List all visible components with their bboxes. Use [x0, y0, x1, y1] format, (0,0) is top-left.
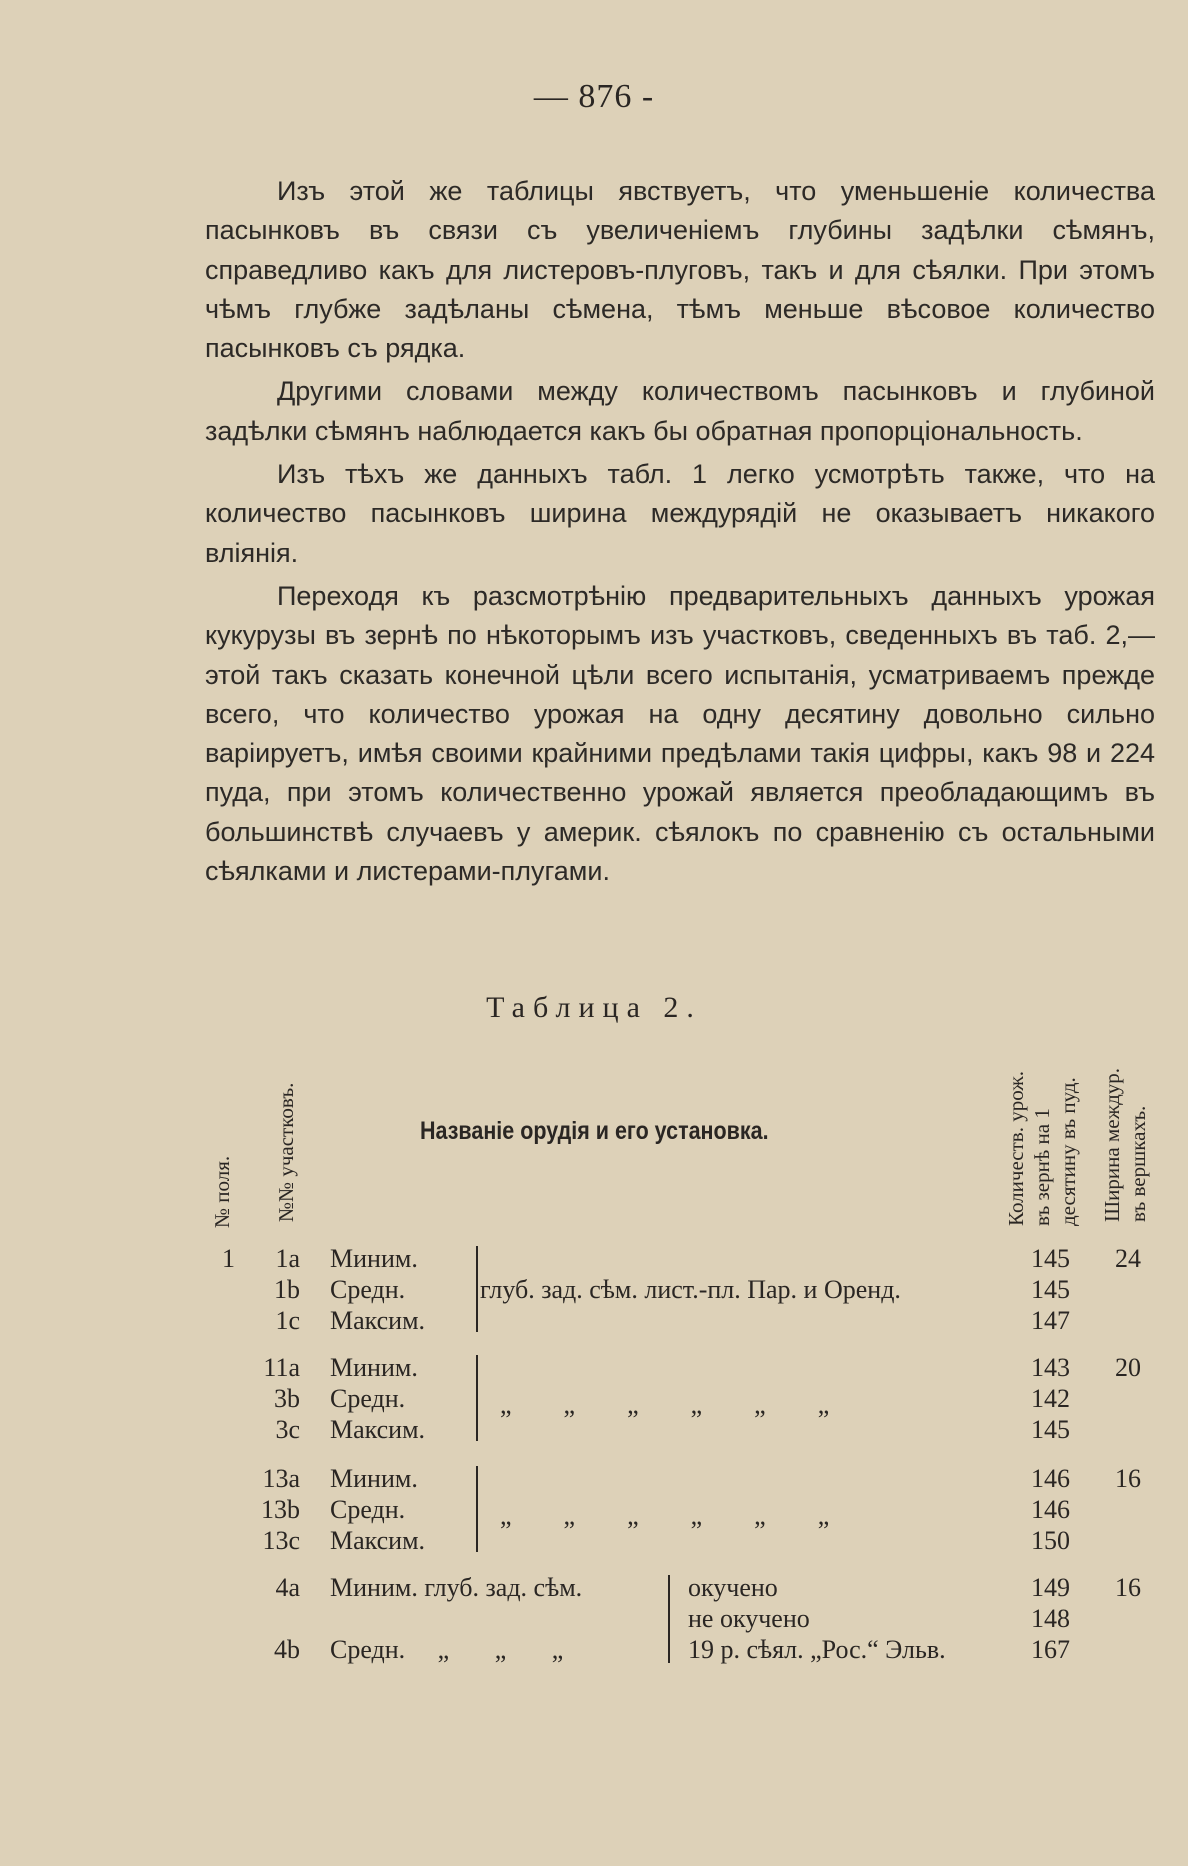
- yield: 146: [1031, 1495, 1070, 1524]
- ditto-marks: „ „ „ „ „ „: [500, 1501, 830, 1530]
- setting: Средн.: [330, 1384, 406, 1413]
- body-text: [205, 172, 1155, 895]
- table-row: [0, 1243, 1188, 1274]
- yield: 142: [1031, 1384, 1070, 1413]
- field-number: 1: [222, 1244, 235, 1273]
- header-yield-3: десятину въ пуд.: [1056, 1077, 1080, 1226]
- header-width-1: Ширина междур.: [1100, 1067, 1124, 1222]
- yield: 167: [1031, 1635, 1070, 1664]
- header-yield-2: въ зернѣ на 1: [1030, 1108, 1054, 1226]
- treatment: окучено: [688, 1573, 778, 1602]
- yield: 145: [1031, 1275, 1070, 1304]
- table-title: Таблица 2.: [486, 991, 702, 1024]
- treatment: не окучено: [688, 1604, 810, 1633]
- paragraph: Переходя къ разсмотрѣнію предварительныхъ данныхъ урожая кукурузы въ зернѣ по нѣкоторымъ изъ участковъ, сведенныхъ въ таб. 2,—этой такъ сказать конечной цѣли всего испытанія, усматриваемъ прежде всего, что количество урожая на одну десятину довольно сильно варіируетъ, имѣя своими крайними предѣлами такія цифры, какъ 98 и 224 пуда, при этомъ количественно урожай является преобладающимъ въ большинствѣ случаевъ у америк. сѣялокъ по сравненію съ остальными сѣялками и листерами-плугами.: [205, 580, 1155, 887]
- yield: 147: [1031, 1306, 1070, 1335]
- table-row: [0, 1634, 1188, 1665]
- group-bracket: [668, 1575, 670, 1663]
- table-row: [0, 1352, 1188, 1383]
- plot-number: 4а: [275, 1573, 300, 1602]
- treatment: 19 р. сѣял. „Рос.“ Эльв.: [688, 1635, 946, 1664]
- table-row: [0, 1525, 1188, 1556]
- yield: 145: [1031, 1415, 1070, 1444]
- table-row: [0, 1603, 1188, 1634]
- row-width: 24: [1115, 1244, 1141, 1273]
- table-row: [0, 1572, 1188, 1603]
- setting: Максим.: [330, 1306, 426, 1335]
- ditto-marks: „ „ „ „ „ „: [500, 1390, 830, 1419]
- plot-number: 1а: [275, 1244, 300, 1273]
- table-row: [0, 1274, 1188, 1305]
- plot-number: 13а: [262, 1464, 300, 1493]
- plot-number: 11а: [263, 1353, 300, 1382]
- row-width: 20: [1115, 1353, 1141, 1382]
- setting: Миним.: [330, 1464, 418, 1493]
- group-bracket: [476, 1246, 478, 1332]
- plot-number: 3с: [275, 1415, 300, 1444]
- yield: 145: [1031, 1244, 1070, 1273]
- table-row: [0, 1494, 1188, 1530]
- header-implement: Названіе орудія и его установка.: [420, 1117, 769, 1145]
- table-row: [0, 1305, 1188, 1336]
- implement-description: глуб. зад. сѣм. лист.-пл. Пар. и Оренд.: [480, 1275, 901, 1304]
- yield: 150: [1031, 1526, 1070, 1555]
- table-row: [0, 1463, 1188, 1494]
- setting: Максим.: [330, 1526, 426, 1555]
- paragraph: Изъ тѣхъ же данныхъ табл. 1 легко усмотрѣть также, что на количество пасынковъ ширина междурядій не оказываетъ никакого вліянія.: [205, 459, 1155, 568]
- setting: Миним. глуб. зад. сѣм.: [330, 1573, 583, 1602]
- yield: 146: [1031, 1464, 1070, 1493]
- yield: 148: [1031, 1604, 1070, 1633]
- plot-number: 1с: [275, 1306, 300, 1335]
- plot-number: 3b: [274, 1384, 300, 1413]
- setting: Средн.: [330, 1275, 406, 1304]
- header-width-2: въ вершкахъ.: [1126, 1105, 1150, 1222]
- group-bracket: [476, 1355, 478, 1441]
- setting: Миним.: [330, 1244, 418, 1273]
- table-row: [0, 1383, 1188, 1419]
- setting: Максим.: [330, 1415, 426, 1444]
- setting: Миним.: [330, 1353, 418, 1382]
- setting: Средн.: [330, 1495, 406, 1524]
- plot-number: 13b: [261, 1495, 300, 1524]
- plot-number: 1b: [274, 1275, 300, 1304]
- plot-number: 4b: [274, 1635, 300, 1664]
- yield: 143: [1031, 1353, 1070, 1382]
- row-width: 16: [1115, 1464, 1141, 1493]
- paragraph: Изъ этой же таблицы явствуетъ, что уменьшеніе количества пасынковъ въ связи съ увеличеніемъ глубины задѣлки сѣмянъ, справедливо какъ для листеровъ-плуговъ, такъ и для сѣялки. При этомъ чѣмъ глубже задѣланы сѣмена, тѣмъ меньше вѣсовое количество пасынковъ съ рядка.: [205, 176, 1155, 364]
- page-number: — 876 -: [533, 78, 655, 115]
- row-width: 16: [1115, 1573, 1141, 1602]
- header-field: № поля.: [210, 1155, 234, 1228]
- yield: 149: [1031, 1573, 1070, 1602]
- paragraph: Другими словами между количествомъ пасынковъ и глубиной задѣлки сѣмянъ наблюдается какъ бы обратная пропорціональность.: [205, 376, 1155, 446]
- group-bracket: [476, 1466, 478, 1552]
- plot-number: 13с: [262, 1526, 300, 1555]
- setting: Средн. „ „ „: [330, 1635, 564, 1664]
- header-plots: №№ участковъ.: [274, 1082, 298, 1222]
- table-row: [0, 1414, 1188, 1445]
- header-yield-1: Количеств. урож.: [1004, 1071, 1028, 1226]
